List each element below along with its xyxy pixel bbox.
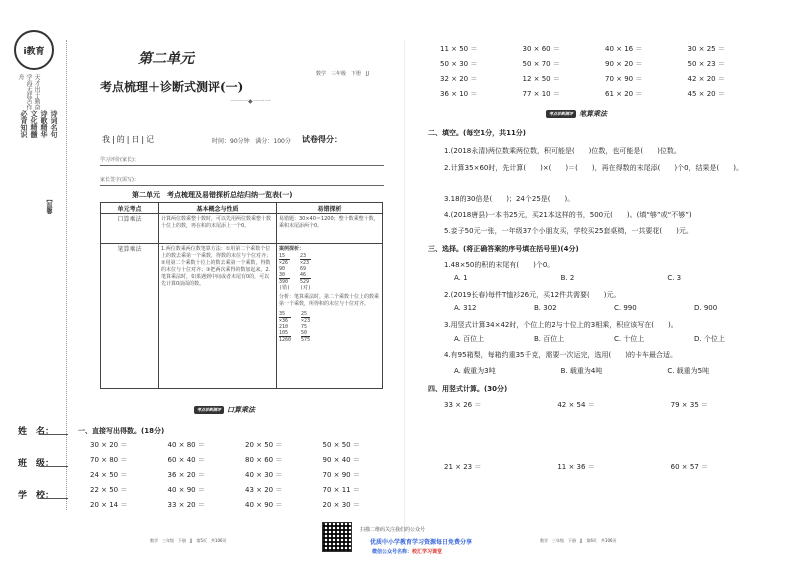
analysis-note: 分析：笔算乘法时，第二个乘数十位上的数乘第一个乘数，所得积的末位与十位对齐。 — [279, 294, 380, 307]
oral-item[interactable]: 40 × 30 ＝ — [245, 471, 283, 479]
logo-text: i教育 — [23, 46, 45, 57]
brand-logo — [14, 30, 54, 70]
binding-line — [66, 40, 67, 510]
row-concept: 1.两位数乘两位数笔算方法：①用第二个乘数个位上的数去乘第一个乘数，得数的末位与个位对齐；②用第二个乘数十位上的数去乘第一个乘数，得数的末位与十位对齐；③把两次乘得的数加起来。2.笔算乘法时，如果遇到中间或者末尾有0的，可以先计算0前面的数。 — [159, 244, 277, 389]
choice-option[interactable]: C. 3 — [667, 274, 682, 282]
vertical-calc-item[interactable]: 33 × 26 ＝ — [444, 401, 482, 409]
vertical-calc — [301, 311, 310, 343]
vertical-calc-item[interactable]: 42 × 54 ＝ — [557, 401, 595, 409]
calc-line: 69 — [300, 266, 307, 272]
choice-option[interactable]: B. 2 — [560, 274, 575, 282]
parent-sign-row[interactable] — [100, 176, 384, 186]
oral-item[interactable]: 61 × 20 ＝ — [605, 90, 643, 98]
unit-title: 第二单元 — [138, 51, 194, 67]
oral-item[interactable]: 40 × 16 ＝ — [605, 45, 643, 53]
calc-line: 15 — [279, 253, 286, 259]
section-banner — [194, 404, 255, 416]
sidebar-slogan-3: 诗词名句 — [50, 110, 58, 138]
choice-option[interactable]: A. 载重为3吨 — [454, 367, 496, 375]
promo-account-name: 校汇学习课堂 — [412, 549, 443, 555]
page-divider — [404, 40, 405, 550]
section-banner — [546, 108, 607, 120]
oral-item[interactable]: 70 × 90 ＝ — [605, 75, 643, 83]
exam-meta — [212, 136, 291, 145]
qr-caption: 扫描二维码关注我们的公众号 — [360, 527, 426, 533]
calc-line: 529 — [300, 279, 310, 285]
promo-line: 优质中小学教育学习资源每日免费分享 — [370, 539, 473, 546]
table-header-cell: 基本概念与性质 — [159, 203, 277, 214]
table-header-cell: 易错探析 — [277, 203, 383, 214]
calc-line: 75 — [301, 324, 308, 330]
table-header-cell: 单元考点 — [101, 203, 159, 214]
row-concept: 计算两位数乘整十数时，可以先用两位数乘整十数十位上的数，再在积的末尾添上一个0。 — [159, 214, 277, 244]
choice-option[interactable]: B. 百位上 — [534, 335, 565, 343]
title-ornament: 一一一◆一一一 — [230, 98, 271, 105]
score-label: 试卷得分： — [302, 135, 342, 144]
calc-line: 390 — [279, 279, 289, 285]
sidebar-motto: 天才出于勤奋 学海无涯苦作舟 — [17, 74, 40, 110]
vertical-calc — [279, 253, 290, 291]
calc-line: 46 — [300, 272, 307, 278]
vertical-calc — [300, 253, 311, 291]
calc-row — [279, 253, 380, 291]
choice-option[interactable]: A. 312 — [454, 304, 477, 312]
sidebar-slogan-1: 文化精髓 — [30, 110, 38, 138]
oral-item[interactable]: 45 × 20 ＝ — [687, 90, 725, 98]
section-heading: 三、选择。(将正确答案的序号填在括号里)(4分) — [428, 245, 579, 253]
oral-item[interactable]: 20 × 50 ＝ — [245, 441, 283, 449]
school-field[interactable] — [40, 498, 68, 499]
oral-item[interactable]: 90 × 40 ＝ — [322, 456, 360, 464]
vertical-calc-item[interactable]: 11 × 36 ＝ — [557, 463, 595, 471]
oral-item[interactable]: 36 × 20 ＝ — [167, 471, 205, 479]
choice-question-4: 4.有95箱梨，每箱约重35千克，需要一次运完，选用( )的卡车最合适。 — [444, 351, 677, 359]
case-label: 案例探析： — [279, 246, 305, 252]
calc-line: 1260 — [279, 337, 292, 343]
choice-options — [454, 274, 774, 282]
calc-line: 90 — [279, 266, 286, 272]
promo-account — [372, 548, 442, 555]
fill-question-3[interactable]: 3.18的30倍是( )；24个25是( )。 — [444, 195, 575, 203]
calc-line: ×36 — [279, 317, 291, 324]
qr-code-icon[interactable] — [322, 522, 352, 552]
oral-item[interactable]: 42 × 20 ＝ — [687, 75, 725, 83]
oral-item[interactable]: 50 × 70 ＝ — [522, 60, 560, 68]
vertical-calc — [279, 311, 291, 343]
subject-line: 数学 三年级 下册 JJ — [316, 71, 369, 77]
vertical-calc-item[interactable]: 60 × 57 ＝ — [670, 463, 709, 471]
oral-item[interactable]: 30 × 20 ＝ — [90, 441, 128, 449]
vertical-calc-item[interactable]: 79 × 35 ＝ — [670, 401, 709, 409]
oral-item[interactable]: 50 × 23 ＝ — [687, 60, 725, 68]
oral-item[interactable]: 30 × 25 ＝ — [687, 45, 725, 53]
calc-line: ×23 — [300, 260, 310, 266]
oral-item[interactable]: 50 × 50 ＝ — [322, 441, 360, 449]
oral-item[interactable]: 70 × 90 ＝ — [322, 471, 360, 479]
oral-item[interactable]: 36 × 10 ＝ — [440, 90, 478, 98]
choice-question-2: 2.(2019长春)每件T恤衫26元，买12件共需要( )元。 — [444, 291, 621, 299]
fill-question-2[interactable]: 2.计算35×60时，先计算( )×( )＝( )，再在得数的末尾添( )个0，结果是( )。 — [444, 164, 743, 172]
sidebar-slogan-2: 诗歌精华 — [40, 110, 48, 138]
calc-line: 30 — [279, 272, 286, 278]
oral-item[interactable]: 70 × 80 ＝ — [90, 456, 128, 464]
choice-option[interactable]: C. 十位上 — [614, 335, 645, 343]
oral-item[interactable]: 20 × 14 ＝ — [90, 501, 128, 509]
calc-line: 50 — [301, 330, 308, 336]
oral-item[interactable]: 80 × 60 ＝ — [245, 456, 283, 464]
oral-item[interactable]: 50 × 30 ＝ — [440, 60, 478, 68]
table-title: 第二单元 考点梳理及易错探析总结归纳一览表(一) — [132, 191, 293, 199]
choice-question-1: 1.48×50的积的末尾有( )个0。 — [444, 261, 555, 269]
oral-item[interactable]: 40 × 90 ＝ — [245, 501, 283, 509]
oral-item[interactable]: 11 × 50 ＝ — [440, 45, 478, 53]
calc-line: 210 — [279, 324, 289, 330]
calc-line: ×23 — [301, 318, 311, 324]
oral-item[interactable]: 60 × 40 ＝ — [167, 456, 205, 464]
oral-item[interactable]: 90 × 20 ＝ — [605, 60, 643, 68]
table-header-row — [101, 203, 383, 214]
class-field[interactable] — [40, 466, 68, 467]
choice-option[interactable]: C. 载重为5吨 — [667, 367, 710, 375]
sidebar-slogan-4: 必背知识 — [20, 110, 28, 138]
oral-item[interactable]: 24 × 50 ＝ — [90, 471, 128, 479]
banner-tag: 考点诊断测评 — [546, 110, 576, 118]
banner-text: 笔算乘法 — [579, 110, 607, 118]
calc-line: 35 — [279, 311, 286, 317]
learn-eval-label: 学习评价(家长)： — [100, 157, 139, 163]
oral-calc-grid-continued — [440, 44, 770, 104]
choice-option[interactable]: A. 百位上 — [454, 335, 485, 343]
calc-line: (错) — [279, 285, 291, 291]
footer-right: 数学 三年级 下册 JJ 第6页 共106页 — [540, 538, 617, 543]
oral-item[interactable]: 20 × 30 ＝ — [322, 501, 360, 509]
fill-question-4[interactable]: 4.(2018唐县)一本书25元，买21本这样的书，500元( )。(填“够”或“不够”) — [444, 211, 692, 219]
class-label: 班 级： — [18, 459, 55, 469]
choice-options — [454, 366, 774, 376]
choice-option[interactable]: B. 载重为4吨 — [560, 367, 603, 375]
oral-item[interactable]: 40 × 80 ＝ — [167, 441, 205, 449]
table-row — [101, 244, 383, 389]
promo-account-label: 微信公众号名称： — [372, 549, 413, 555]
page-title: 考点梳理＋诊断式测评(一) — [100, 80, 244, 94]
calc-line: 23 — [300, 253, 307, 259]
calc-line: ×26 — [279, 260, 289, 266]
calc-row — [279, 311, 380, 343]
exam-time: 时间：90分钟 — [212, 138, 250, 145]
footer-left: 数学 三年级 下册 JJ 第5页 共106页 — [150, 538, 227, 543]
choice-option[interactable]: B. 302 — [534, 304, 557, 312]
learn-eval-row[interactable] — [100, 156, 384, 166]
section-heading: 二、填空。(每空1分，共11分) — [428, 129, 527, 137]
school-label: 学 校： — [18, 491, 55, 501]
fill-question-5[interactable]: 5.妾子50元一张，一年级37个小朋友买，学校买25套桌椅，一共要花( )元。 — [444, 227, 693, 235]
calc-line: (对) — [300, 285, 312, 291]
oral-item[interactable]: 40 × 90 ＝ — [167, 486, 205, 494]
section-heading: 四、用竖式计算。(30分) — [428, 385, 508, 393]
choice-option[interactable]: A. 1 — [454, 274, 468, 282]
oral-item[interactable]: 32 × 20 ＝ — [440, 75, 478, 83]
oral-item[interactable]: 70 × 11 ＝ — [322, 486, 360, 494]
row-topic: 笔算乘法 — [101, 244, 159, 389]
choice-options — [454, 334, 774, 344]
oral-item[interactable]: 30 × 60 ＝ — [522, 45, 560, 53]
oral-item[interactable]: 22 × 50 ＝ — [90, 486, 128, 494]
knowledge-table — [100, 202, 383, 389]
choice-option[interactable]: D. 900 — [694, 304, 718, 312]
brand-text: 我|的|日|记 — [102, 135, 157, 144]
vertical-calc-row — [444, 400, 784, 410]
oral-item[interactable]: 33 × 20 ＝ — [167, 501, 205, 509]
oral-item[interactable]: 12 × 50 ＝ — [522, 75, 560, 83]
choice-option[interactable]: D. 个位上 — [694, 335, 725, 343]
table-row — [101, 214, 383, 244]
name-field[interactable] — [40, 434, 68, 435]
sidebar-tip: 【温馨 — [45, 196, 52, 214]
choice-question-3: 3.用竖式计算34×42时，个位上的2与十位上的3相乘，积应该写在( )。 — [444, 321, 678, 329]
calc-line: 105 — [279, 330, 289, 336]
choice-options — [454, 304, 774, 312]
vertical-calc-item[interactable]: 21 × 23 ＝ — [444, 463, 482, 471]
choice-option[interactable]: C. 990 — [614, 304, 637, 312]
banner-text: 口算乘法 — [227, 406, 255, 414]
row-error: 易错题：30×40＝1200；整十数乘整十数，乘积末尾添两个0。 — [277, 214, 383, 244]
calc-line: 575 — [301, 337, 311, 343]
fill-question-1[interactable]: 1.(2018永清)两位数乘两位数，积可能是( )位数，也可能是( )位数。 — [444, 147, 681, 155]
row-topic: 口算乘法 — [101, 214, 159, 244]
oral-calc-grid — [90, 440, 400, 515]
oral-item[interactable]: 77 × 10 ＝ — [522, 90, 560, 98]
row-error-cell — [277, 244, 383, 389]
vertical-calc-row — [444, 462, 784, 472]
banner-tag: 考点诊断测评 — [194, 406, 224, 414]
oral-item[interactable]: 43 × 20 ＝ — [245, 486, 283, 494]
calc-line: 25 — [301, 311, 308, 317]
exam-full-score: 满分：100分 — [255, 138, 291, 145]
parent-sign-label: 家长签字(需写)： — [100, 177, 139, 183]
name-label: 姓 名： — [18, 427, 55, 437]
section-heading: 一、直接写出得数。(18分) — [78, 427, 165, 435]
